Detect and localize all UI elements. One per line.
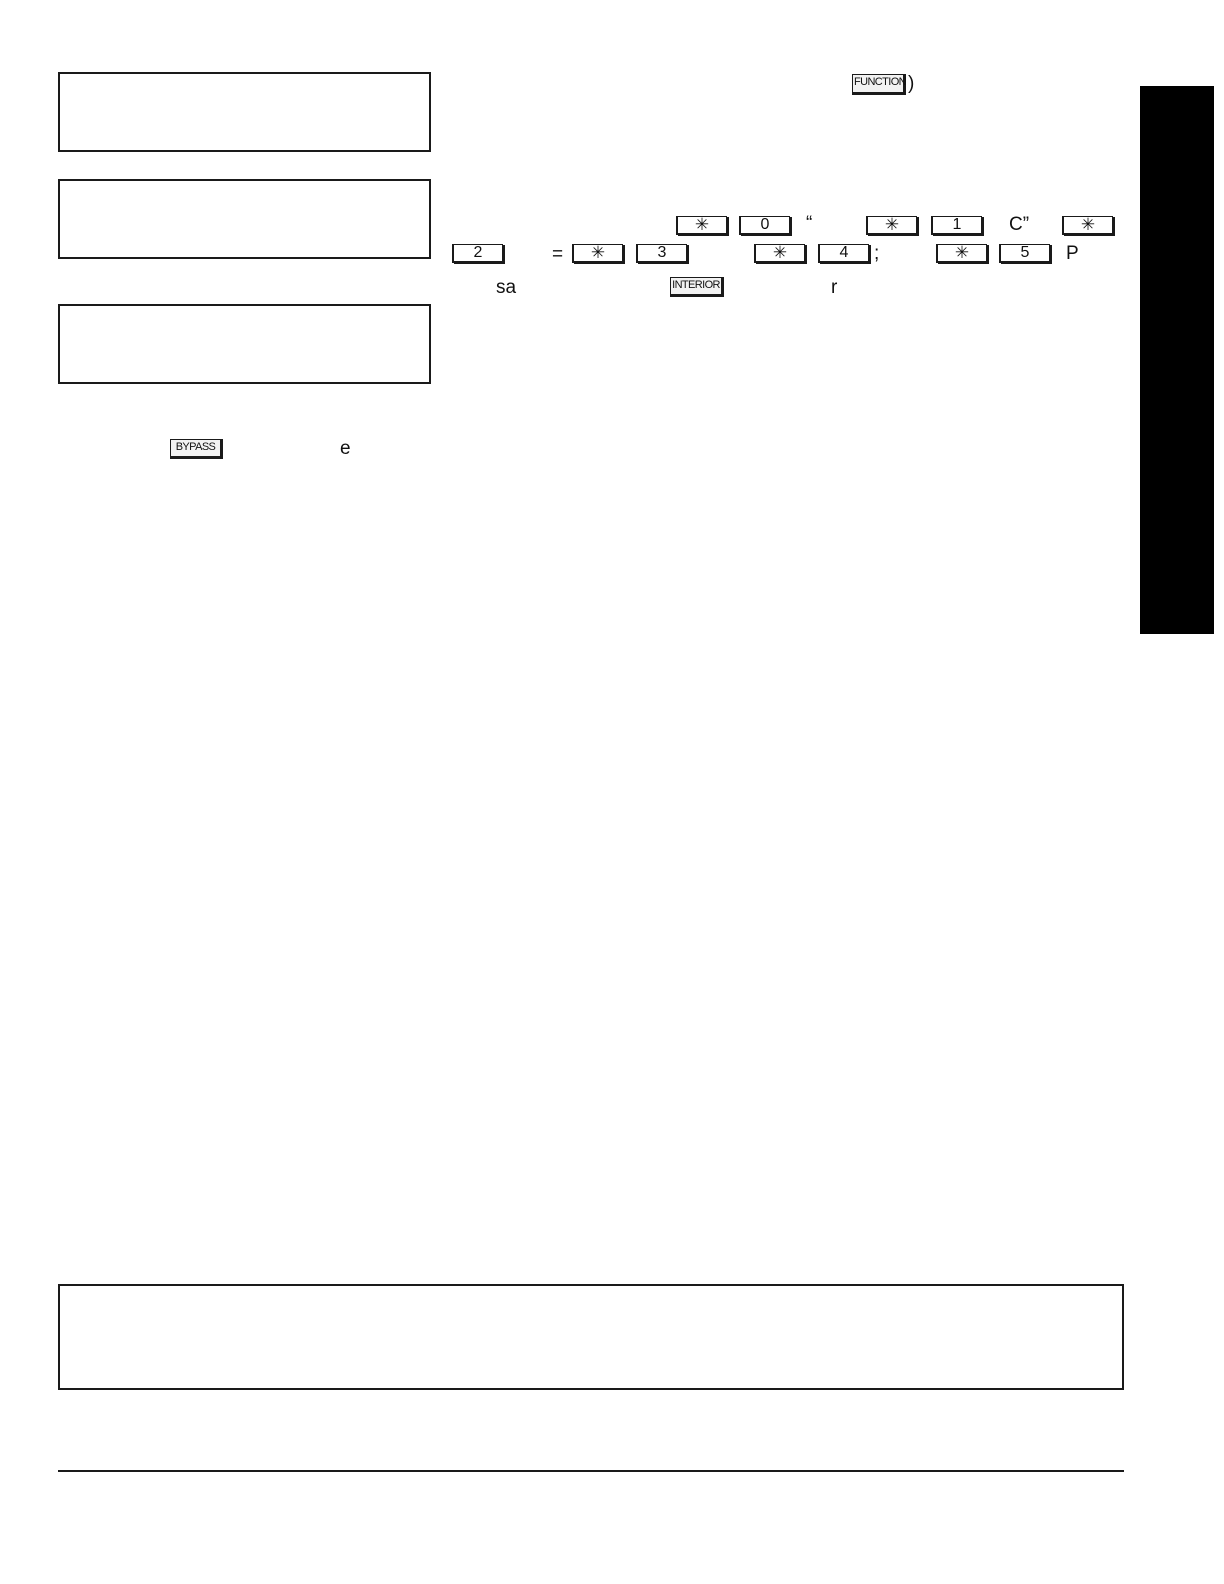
key-2: 2 bbox=[452, 244, 503, 263]
notice-box bbox=[58, 1284, 1124, 1390]
section-tab bbox=[1140, 86, 1214, 634]
text-fragment-p: P bbox=[1066, 243, 1079, 264]
text-fragment-semicolon: ; bbox=[874, 243, 880, 264]
star-key: ✳ bbox=[754, 244, 805, 263]
key-3: 3 bbox=[636, 244, 687, 263]
text-fragment-sa: sa bbox=[496, 277, 517, 298]
text-fragment-e: e bbox=[340, 438, 351, 459]
text-fragment-r: r bbox=[831, 277, 838, 298]
text-fragment-paren: ) bbox=[908, 73, 915, 94]
interior-key: INTERIOR bbox=[670, 277, 724, 297]
bypass-key: BYPASS bbox=[170, 439, 223, 459]
keypad-display-box-2 bbox=[58, 179, 431, 259]
footer-rule bbox=[58, 1470, 1124, 1472]
key-5: 5 bbox=[999, 244, 1050, 263]
keypad-display-box-1 bbox=[58, 72, 431, 152]
key-1: 1 bbox=[931, 216, 982, 235]
key-4: 4 bbox=[818, 244, 869, 263]
keypad-display-box-3 bbox=[58, 304, 431, 384]
text-fragment-open-quote: “ bbox=[806, 213, 813, 234]
text-fragment-c: C” bbox=[1009, 214, 1030, 235]
star-key: ✳ bbox=[866, 216, 917, 235]
star-key: ✳ bbox=[572, 244, 623, 263]
key-0: 0 bbox=[739, 216, 790, 235]
star-key: ✳ bbox=[936, 244, 987, 263]
text-fragment-equals: = bbox=[552, 244, 564, 265]
star-key: ✳ bbox=[1062, 216, 1113, 235]
function-key: FUNCTION bbox=[852, 74, 906, 95]
star-key: ✳ bbox=[676, 216, 727, 235]
